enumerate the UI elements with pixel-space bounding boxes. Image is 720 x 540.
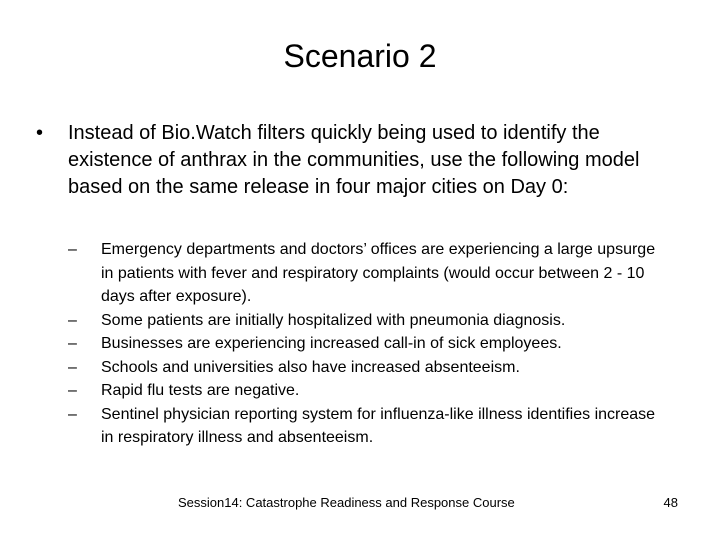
sub-bullet-text: Some patients are initially hospitalized with pneumonia diagnosis. [101, 311, 566, 329]
sub-bullet-marker: – [68, 382, 77, 399]
sub-bullet-marker: – [68, 311, 77, 329]
sub-bullet [68, 332, 668, 356]
footer-text: Session14: Catastrophe Readiness and Response Course [178, 495, 515, 510]
sub-bullet-text: Sentinel physician reporting system for influenza-like illness identifies increase in respiratory illness and absenteeism. [101, 405, 656, 446]
sub-bullet-marker: – [68, 335, 77, 352]
bullet-marker: • [36, 122, 44, 144]
sub-bullet-text: Rapid flu tests are negative. [101, 382, 300, 399]
sub-bullet-marker: – [68, 241, 77, 258]
main-bullet-text: Instead of Bio.Watch filters quickly being used to identify the existence of anthrax in the communities, use the following model based on the same release in four major cities on Day 0: [68, 122, 640, 198]
sub-bullet-text: Businesses are experiencing increased call-in of sick employees. [101, 335, 562, 352]
sub-bullet-marker: – [68, 358, 77, 376]
sub-bullet [68, 356, 668, 380]
sub-bullet-text: Emergency departments and doctors’ offices are experiencing a large upsurge in patients with fever and respiratory complaints (would occur between 2 - 10 days after exposure). [101, 241, 656, 305]
main-bullet [36, 120, 686, 201]
sub-bullet-marker: – [68, 405, 77, 423]
sub-bullet-text: Schools and universities also have increased absenteeism. [101, 358, 520, 376]
sub-bullet-list [68, 238, 668, 450]
sub-bullet [68, 379, 668, 403]
sub-bullet [68, 238, 668, 309]
sub-bullet [68, 309, 668, 333]
sub-bullet [68, 403, 668, 450]
slide-title: Scenario 2 [283, 38, 437, 74]
page-number: 48 [663, 495, 678, 510]
